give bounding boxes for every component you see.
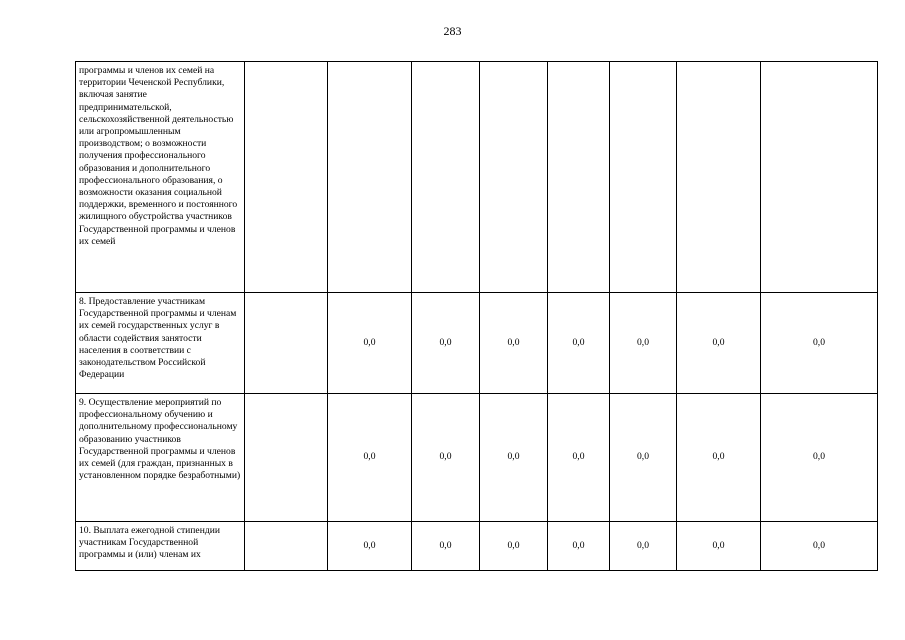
value-cell: 0,0 bbox=[610, 394, 677, 522]
row-description: программы и членов их семей на территории Чеченской Республики, включая занятие предпринимательской, сельскохозяйственной деятельностью или агропромышленным производством; о возможности получения профессионального образования и дополнительного профессионального образования, о возможности оказания социальной поддержки, временного и постоянного жилищного обустройства участников Государственной программы и членов их семей bbox=[76, 62, 245, 293]
value-cell: 0,0 bbox=[328, 293, 412, 394]
value-cell bbox=[610, 62, 677, 293]
row-description: 10. Выплата ежегодной стипендии участникам Государственной программы и (или) членам их bbox=[76, 522, 245, 571]
row-description: 9. Осуществление мероприятий по профессиональному обучению и дополнительному профессиональному образованию участников Государственной программы и членов их семей (для граждан, признанных в установленном порядке безработными) bbox=[76, 394, 245, 522]
value-cell: 0,0 bbox=[328, 394, 412, 522]
value-cell bbox=[245, 293, 328, 394]
value-cell bbox=[245, 62, 328, 293]
value-cell: 0,0 bbox=[677, 522, 761, 571]
value-cell bbox=[548, 62, 610, 293]
value-cell: 0,0 bbox=[548, 522, 610, 571]
value-cell: 0,0 bbox=[480, 394, 548, 522]
table-row bbox=[76, 293, 878, 394]
table-row bbox=[76, 522, 878, 571]
value-cell: 0,0 bbox=[412, 394, 480, 522]
value-cell: 0,0 bbox=[548, 293, 610, 394]
table-row bbox=[76, 394, 878, 522]
value-cell bbox=[245, 394, 328, 522]
value-cell: 0,0 bbox=[480, 522, 548, 571]
value-cell: 0,0 bbox=[761, 293, 878, 394]
value-cell: 0,0 bbox=[548, 394, 610, 522]
value-cell: 0,0 bbox=[412, 522, 480, 571]
value-cell bbox=[245, 522, 328, 571]
value-cell: 0,0 bbox=[610, 293, 677, 394]
value-cell: 0,0 bbox=[610, 522, 677, 571]
value-cell: 0,0 bbox=[761, 522, 878, 571]
table-row bbox=[76, 62, 878, 293]
budget-table bbox=[75, 61, 878, 571]
value-cell bbox=[480, 62, 548, 293]
value-cell bbox=[677, 62, 761, 293]
value-cell: 0,0 bbox=[677, 293, 761, 394]
value-cell: 0,0 bbox=[412, 293, 480, 394]
value-cell bbox=[761, 62, 878, 293]
value-cell: 0,0 bbox=[761, 394, 878, 522]
value-cell bbox=[328, 62, 412, 293]
value-cell: 0,0 bbox=[480, 293, 548, 394]
value-cell: 0,0 bbox=[328, 522, 412, 571]
value-cell: 0,0 bbox=[677, 394, 761, 522]
page-number: 283 bbox=[443, 24, 462, 38]
row-description: 8. Предоставление участникам Государственной программы и членам их семей государственных услуг в области содействия занятости населения в соответствии с законодательством Российской Федерации bbox=[76, 293, 245, 394]
value-cell bbox=[412, 62, 480, 293]
